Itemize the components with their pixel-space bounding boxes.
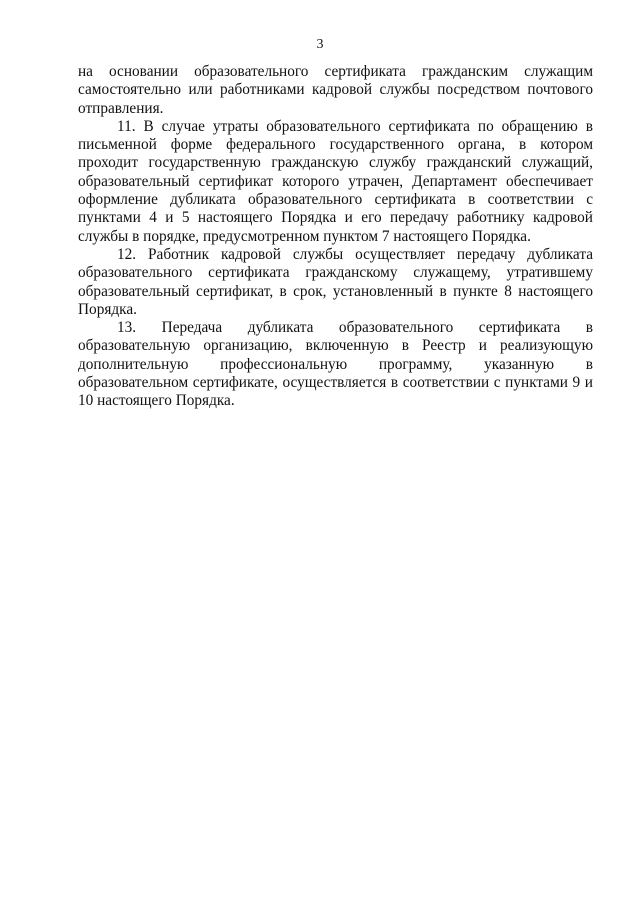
page-number: 3	[316, 37, 324, 52]
paragraph-continuation: на основании образовательного сертификата гражданским служащим самостоятельно или работниками кадровой службы посредством почтового отправления.	[78, 63, 593, 117]
document-body	[78, 63, 593, 411]
paragraph-item-11: 11. В случае утраты образовательного сертификата по обращению в письменной форме федерального государственного органа, в котором проходит государственную гражданскую службу гражданский служащий, образовательный сертификат которого утрачен, Департамент обеспечивает оформление дубликата образовательного сертификата в соответствии с пунктами 4 и 5 настоящего Порядка и его передачу работнику кадровой службы в порядке, предусмотренном пунктом 7 настоящего Порядка.	[78, 117, 593, 245]
paragraph-item-12: 12. Работник кадровой службы осуществляет передачу дубликата образовательного сертификата гражданскому служащему, утратившему образовательный сертификат, в срок, установленный в пункте 8 настоящего Порядка.	[78, 245, 593, 318]
paragraph-item-13: 13. Передача дубликата образовательного сертификата в образовательную организацию, включенную в Реестр и реализующую дополнительную профессиональную программу, указанную в образовательном сертификате, осуществляется в соответствии с пунктами 9 и 10 настоящего Порядка.	[78, 319, 593, 410]
